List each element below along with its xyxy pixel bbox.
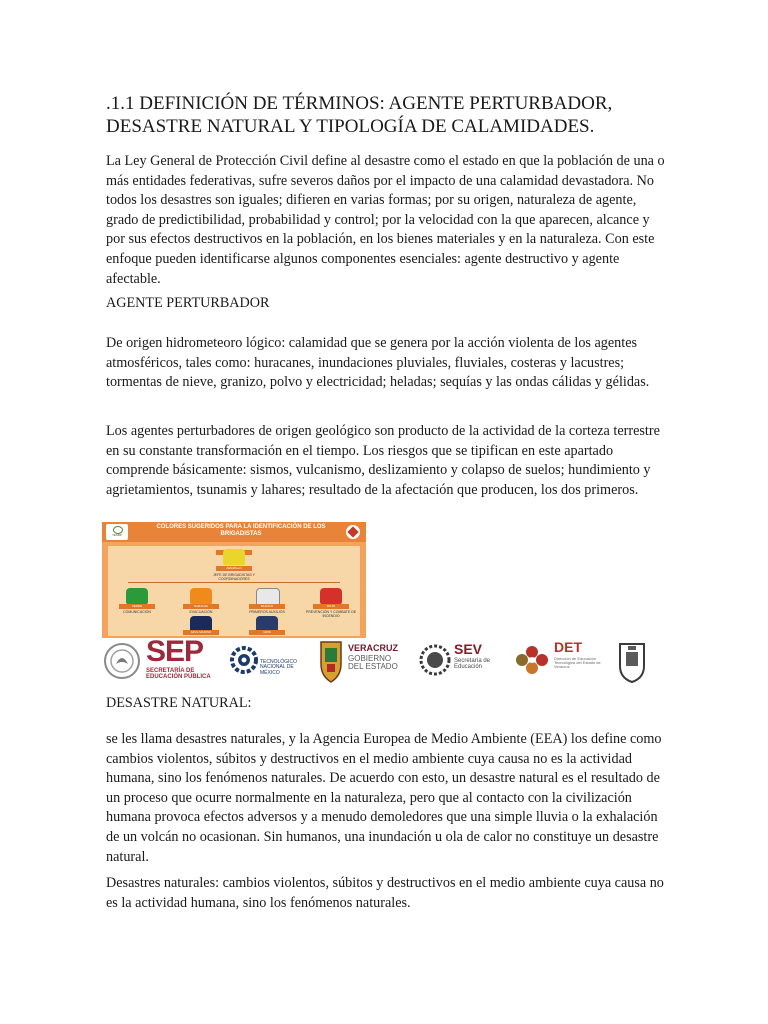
page-title: .1.1 DEFINICIÓN DE TÉRMINOS: AGENTE PERTURBADOR, DESASTRE NATURAL Y TIPOLOGÍA DE CALAMIDADES. bbox=[106, 93, 613, 137]
veracruz-logo-subtitle: GOBIERNO DEL ESTADO bbox=[348, 654, 398, 672]
mexico-seal-icon bbox=[102, 638, 142, 684]
veracruz-logo bbox=[348, 638, 414, 684]
geologico-paragraph: Los agentes perturbadores de origen geológico son producto de la actividad de la corteza terrestre en su constante transformación en el tiempo. Los riesgos que se tipifican en este apartado comprende básicamente: sismos, vulcanismo, deslizamiento y colapso de suelos; hundimiento y agrietamientos, tsunamis y lahares; resultado de la afectación que producen, los dos primeros. bbox=[106, 423, 660, 498]
sep-logo-subtitle: SECRETARÍA DE EDUCACIÓN PÚBLICA bbox=[146, 668, 211, 681]
sev-logo-subtitle: Secretaría de Educación bbox=[454, 658, 491, 671]
vest-caption-orange: EVACUACIÓN bbox=[189, 610, 213, 614]
tesbp-logo-text: TESBP bbox=[112, 533, 122, 537]
vest-label-white: BLANCO bbox=[249, 604, 285, 609]
vest-label-navy: AZUL MARINO bbox=[183, 630, 219, 635]
red-vest-icon bbox=[320, 588, 342, 604]
institution-logos-row bbox=[102, 635, 662, 684]
heading-agente-perturbador: AGENTE PERTURBADOR bbox=[106, 295, 270, 311]
tecnm-logo-text: TECNOLÓGICO NACIONAL DE MÉXICO bbox=[260, 659, 297, 676]
tecnm-logo bbox=[230, 638, 314, 684]
infographic-panel bbox=[108, 546, 360, 636]
vest-caption-yellow: JEFE DE BRIGADISTAS Y COORDINADORES bbox=[213, 573, 255, 581]
heading-desastre-natural: DESASTRE NATURAL: bbox=[106, 695, 252, 711]
infographic-banner-text: COLORES SUGERIDOS PARA LA IDENTIFICACIÓN DE LOS BRIGADISTAS bbox=[156, 524, 326, 537]
institution-crest-icon bbox=[614, 638, 650, 684]
vest-label-yellow: AMARILLO bbox=[216, 566, 252, 571]
eea-paragraph: se les llama desastres naturales, y la Agencia Europea de Medio Ambiente (EEA) los define como cambios violentos, súbitos y destructivos en el medio ambiente cuya causa no es la actividad humana, sino los fenómenos naturales. De acuerdo con esto, un desastre natural es el resultado de un proceso que ocurre normalmente en la naturaleza, pero que al contacto con la civilización humana provoca efectos adversos y a menudo demoledores que una simple lluvia o la exhalación de un volcán no ocasionan. Sin humanos, una inundación u ola de calor no constituye un desastre natural. bbox=[106, 731, 662, 865]
det-logo-text: DET bbox=[554, 639, 582, 655]
sep-logo bbox=[146, 635, 226, 684]
tesbp-logo-icon bbox=[106, 524, 128, 540]
vest-label-gray: GRIS bbox=[249, 630, 285, 635]
vest-caption-white: PRIMEROS AUXILIOS bbox=[249, 610, 285, 614]
vest-caption-red: PREVENCIÓN Y COMBATE DE INCENDIO bbox=[305, 610, 357, 618]
sep-logo-text: SEP bbox=[146, 635, 204, 668]
veracruz-logo-text: VERACRUZ bbox=[348, 643, 399, 653]
brigadistas-colors-infographic bbox=[102, 522, 366, 638]
yellow-vest-icon bbox=[223, 549, 245, 565]
vest-label-orange: NARANJA bbox=[183, 604, 219, 609]
veracruz-shield-icon bbox=[318, 638, 344, 684]
orange-vest-icon bbox=[190, 588, 212, 604]
det-flower-icon bbox=[512, 638, 552, 684]
veracruz-seal-icon bbox=[418, 638, 452, 684]
shield-badge-icon bbox=[346, 525, 360, 539]
summary-paragraph: Desastres naturales: cambios violentos, súbitos y destructivos en el medio ambiente cuya causa no es la actividad humana, sino los fenómenos naturales. bbox=[106, 875, 664, 911]
vest-caption-green: COMUNICACIÓN bbox=[123, 610, 151, 614]
vest-label-green: VERDE bbox=[119, 604, 155, 609]
infographic-banner bbox=[102, 522, 366, 542]
sev-logo-text: SEV bbox=[454, 641, 483, 657]
intro-paragraph: La Ley General de Protección Civil define al desastre como el estado en que la población de una o más entidades federativas, sufre severos daños por el impacto de una calamidad devastadora. No todos los desastres son iguales; difieren en varias formas; por su origen, naturaleza de agente, grado de predictibilidad, probabilidad y control; por la velocidad con la que aparecen, alcance y por sus efectos destructivos en la población, en los bienes materiales y en la naturaleza. Con este enfoque pueden identificarse algunos componentes esenciales: agente destructivo y agente afectable. bbox=[106, 153, 665, 287]
det-logo-subtitle: Dirección de Educación Tecnológica del Estado de Veracruz bbox=[554, 656, 601, 670]
tecnm-gear-icon bbox=[230, 640, 258, 680]
green-vest-icon bbox=[126, 588, 148, 604]
hidrometeorologico-paragraph: De origen hidrometeoro lógico: calamidad que se genera por la acción violenta de los agentes atmosféricos, tales como: huracanes, inundaciones pluviales, fluviales, costeras y lacustres; tormentas de nieve, granizo, polvo y electricidad; heladas; sequías y las ondas cálidas y gélidas. bbox=[106, 335, 650, 391]
vest-label-red: ROJO bbox=[313, 604, 349, 609]
det-logo bbox=[554, 638, 610, 684]
sev-logo bbox=[454, 638, 506, 684]
